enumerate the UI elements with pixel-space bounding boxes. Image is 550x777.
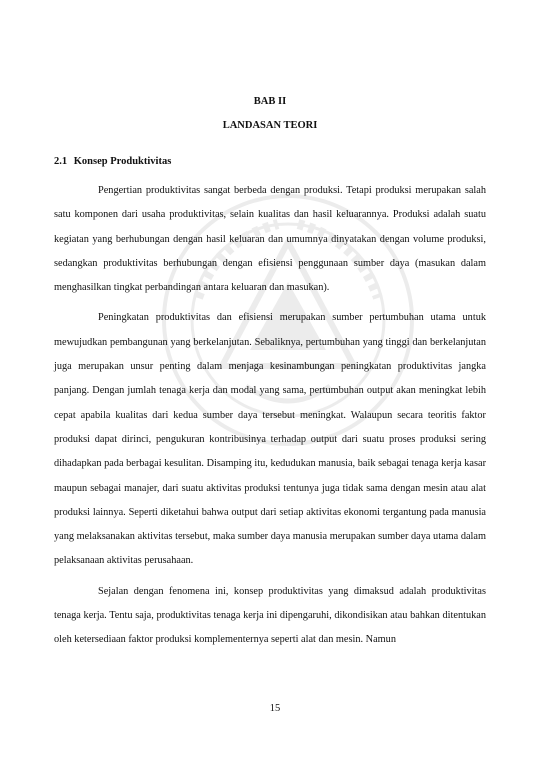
section-heading (54, 155, 486, 169)
chapter-label: BAB II (253, 96, 287, 107)
chapter-title: LANDASAN TEORI (222, 120, 318, 131)
page-number: 15 (269, 703, 281, 714)
paragraph-1: Pengertian produktivitas sangat berbeda dengan produksi. Tetapi produksi merupakan salah satu komponen dari usaha produktivitas, selain kualitas dan hasil keluarannya. Produksi adalah suatu kegiatan yang berhubungan dengan hasil keluaran dan umumnya dinyatakan dengan volume produksi, sedangkan produktivitas berhubungan dengan efisiensi penggunaan sumber daya (masukan dalam menghasilkan tingkat perbandingan antara keluaran dan masukan). (54, 185, 486, 294)
section-number: 2.1 (54, 156, 68, 167)
paragraph-3: Sejalan dengan fenomena ini, konsep produktivitas yang dimaksud adalah produktivitas tenaga kerja. Tentu saja, produktivitas tenaga kerja ini dipengaruhi, dikondisikan atau bahkan ditentukan oleh ketersediaan faktor produksi komplementernya seperti alat dan mesin. Namun (54, 585, 486, 646)
paragraph-2: Peningkatan produktivitas dan efisiensi merupakan sumber pertumbuhan utama untuk mewujudkan pembangunan yang berkelanjutan. Sebaliknya, pertumbuhan yang tinggi dan berkelanjutan juga merupakan unsur penting dalam menjaga kesinambungan peningkatan produktivitas jangka panjang. Dengan jumlah tenaga kerja dan modal yang sama, pertumbuhan output akan meningkat lebih cepat apabila kualitas dari kedua sumber daya tersebut meningkat. Walaupun secara teoritis faktor produksi dapat dirinci, pengukuran kontribusinya terhadap output dari suatu proses produksi sering dihadapkan pada berbagai kesulitan. Disamping itu, kedudukan manusia, baik sebagai tenaga kerja kasar maupun sebagai manajer, dari suatu aktivitas produksi tentunya juga tidak sama dengan mesin atau alat produksi lainnya. Seperti diketahui bahwa output dari setiap aktivitas ekonomi tergantung pada manusia yang melaksanakan aktivitas tersebut, maka sumber daya manusia merupakan sumber daya utama dalam pelaksanaan aktivitas perusahaan. (54, 312, 486, 567)
document-body (54, 95, 486, 659)
section-title: Konsep Produktivitas (73, 156, 172, 167)
